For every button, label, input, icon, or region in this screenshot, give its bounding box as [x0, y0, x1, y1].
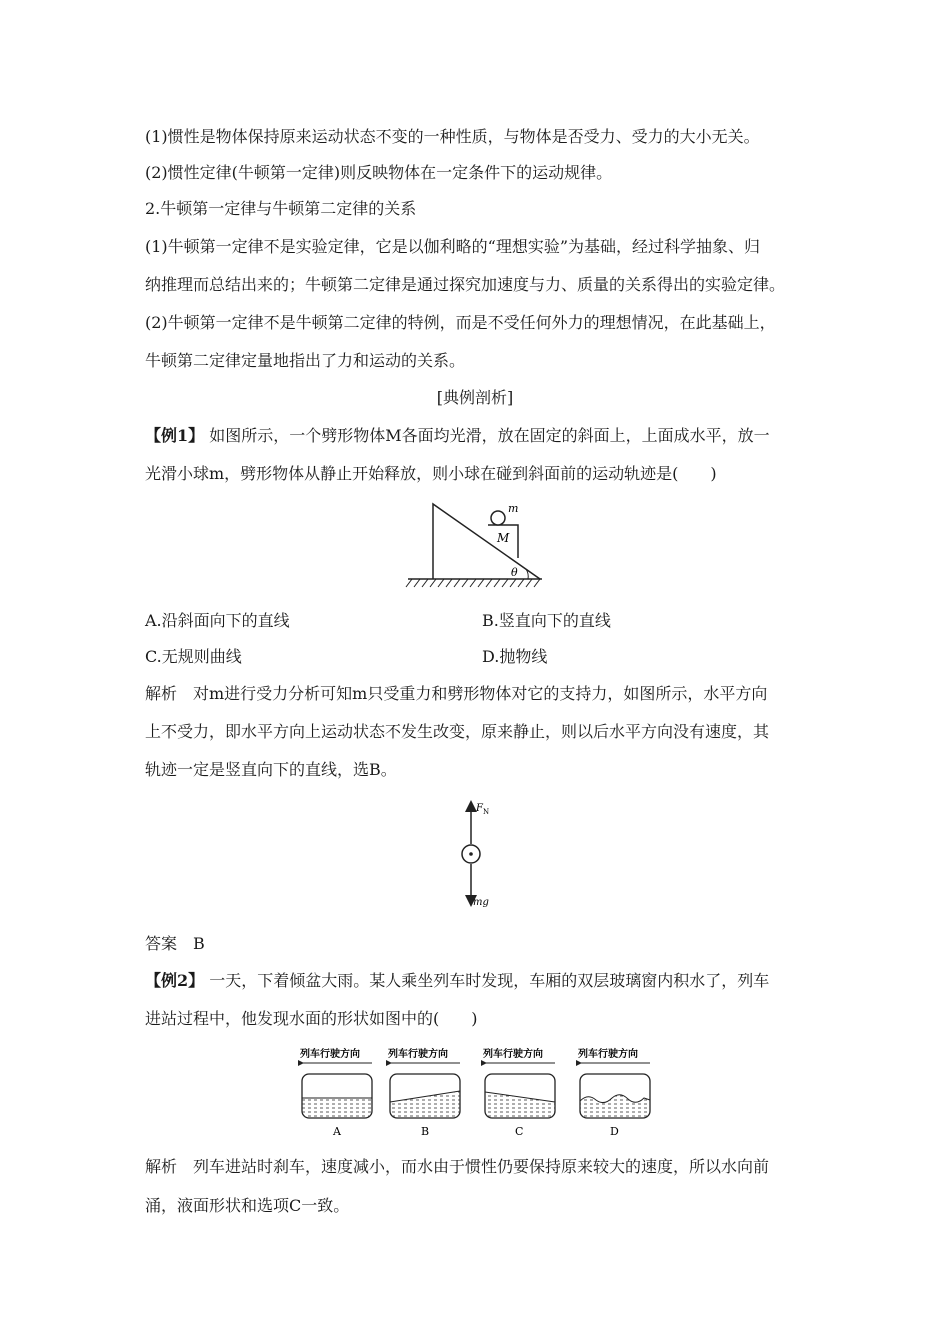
label-M: M	[497, 531, 510, 545]
example-2-line-2: 进站过程中，他发现水面的形状如图中的( )	[145, 1009, 478, 1028]
solution-2-line-2: 涌，液面形状和选项C一致。	[145, 1196, 350, 1215]
solution-1-line-2: 上不受力，即水平方向上运动状态不发生改变，原来静止，则以后水平方向没有速度，其	[145, 722, 770, 741]
wedge-figure	[400, 498, 550, 593]
answer-1: 答案 B	[145, 934, 205, 953]
label-m: m	[508, 502, 519, 515]
panel-c	[483, 1047, 555, 1138]
ground-hatching	[406, 579, 540, 587]
panel-a-direction: 列车行驶方向	[300, 1049, 360, 1060]
ball-center	[469, 852, 473, 856]
panel-a-label: A	[333, 1125, 341, 1138]
panel-d-direction: 列车行驶方向	[578, 1049, 638, 1060]
section-paragraph-1-line-2: 纳推理而总结出来的；牛顿第二定律是通过探究加速度与力、质量的关系得出的实验定律。	[145, 275, 786, 294]
panel-c-direction: 列车行驶方向	[483, 1049, 543, 1060]
solution-1-line-1: 解析 对m进行受力分析可知m只受重力和劈形物体对它的支持力，如图所示，水平方向	[145, 684, 768, 703]
section-heading: 2.牛顿第一定律与牛顿第二定律的关系	[145, 199, 417, 218]
option-a: A.沿斜面向下的直线	[145, 611, 290, 630]
example-1-text: 如图所示，一个劈形物体M各面均光滑，放在固定的斜面上，上面成水平，放一	[204, 426, 770, 445]
example-1-tag: 【例1】	[145, 426, 205, 445]
panel-c-label: C	[515, 1125, 524, 1138]
panel-b	[388, 1047, 460, 1138]
example-1-line-1	[145, 425, 770, 447]
label-theta: θ	[511, 566, 518, 579]
label-mg: mg	[473, 897, 489, 908]
train-water-figure	[290, 1042, 670, 1142]
option-b: B.竖直向下的直线	[482, 611, 611, 630]
section-paragraph-2-line-2: 牛顿第二定律定量地指出了力和运动的关系。	[145, 351, 466, 370]
example-1-line-2: 光滑小球m，劈形物体从静止开始释放，则小球在碰到斜面前的运动轨迹是( )	[145, 464, 717, 483]
option-d: D.抛物线	[482, 647, 548, 666]
panel-b-label: B	[421, 1125, 430, 1138]
example-2-tag: 【例2】	[145, 971, 205, 990]
panel-b-direction: 列车行驶方向	[388, 1049, 448, 1060]
option-c: C.无规则曲线	[145, 647, 242, 666]
ball	[491, 511, 505, 525]
solution-2-line-1: 解析 列车进站时刹车，速度减小，而水由于惯性仍要保持原来较大的速度，所以水向前	[145, 1157, 770, 1176]
fixed-incline	[433, 504, 540, 579]
label-fn: F	[476, 803, 483, 814]
panel-d-label: D	[610, 1125, 619, 1138]
inertia-paragraph-1: (1)惯性是物体保持原来运动状态不变的一种性质，与物体是否受力、受力的大小无关。	[145, 127, 760, 146]
solution-1-line-3: 轨迹一定是竖直向下的直线，选B。	[145, 760, 397, 779]
label-fn-sub: N	[483, 808, 490, 816]
panel-d	[578, 1047, 650, 1138]
force-diagram	[455, 797, 505, 912]
example-2-text: 一天，下着倾盆大雨。某人乘坐列车时发现，车厢的双层玻璃窗内积水了，列车	[204, 971, 770, 990]
inertia-paragraph-2: (2)惯性定律(牛顿第一定律)则反映物体在一定条件下的运动规律。	[145, 163, 613, 182]
section-paragraph-2-line-1: (2)牛顿第一定律不是牛顿第二定律的特例，而是不受任何外力的理想情况，在此基础上，	[145, 313, 776, 332]
analysis-heading: [典例剖析]	[436, 388, 514, 407]
example-2-line-1	[145, 970, 769, 992]
panel-a	[300, 1047, 372, 1138]
section-paragraph-1-line-1: (1)牛顿第一定律不是实验定律，它是以伽利略的“理想实验”为基础，经过科学抽象、归	[145, 237, 761, 256]
